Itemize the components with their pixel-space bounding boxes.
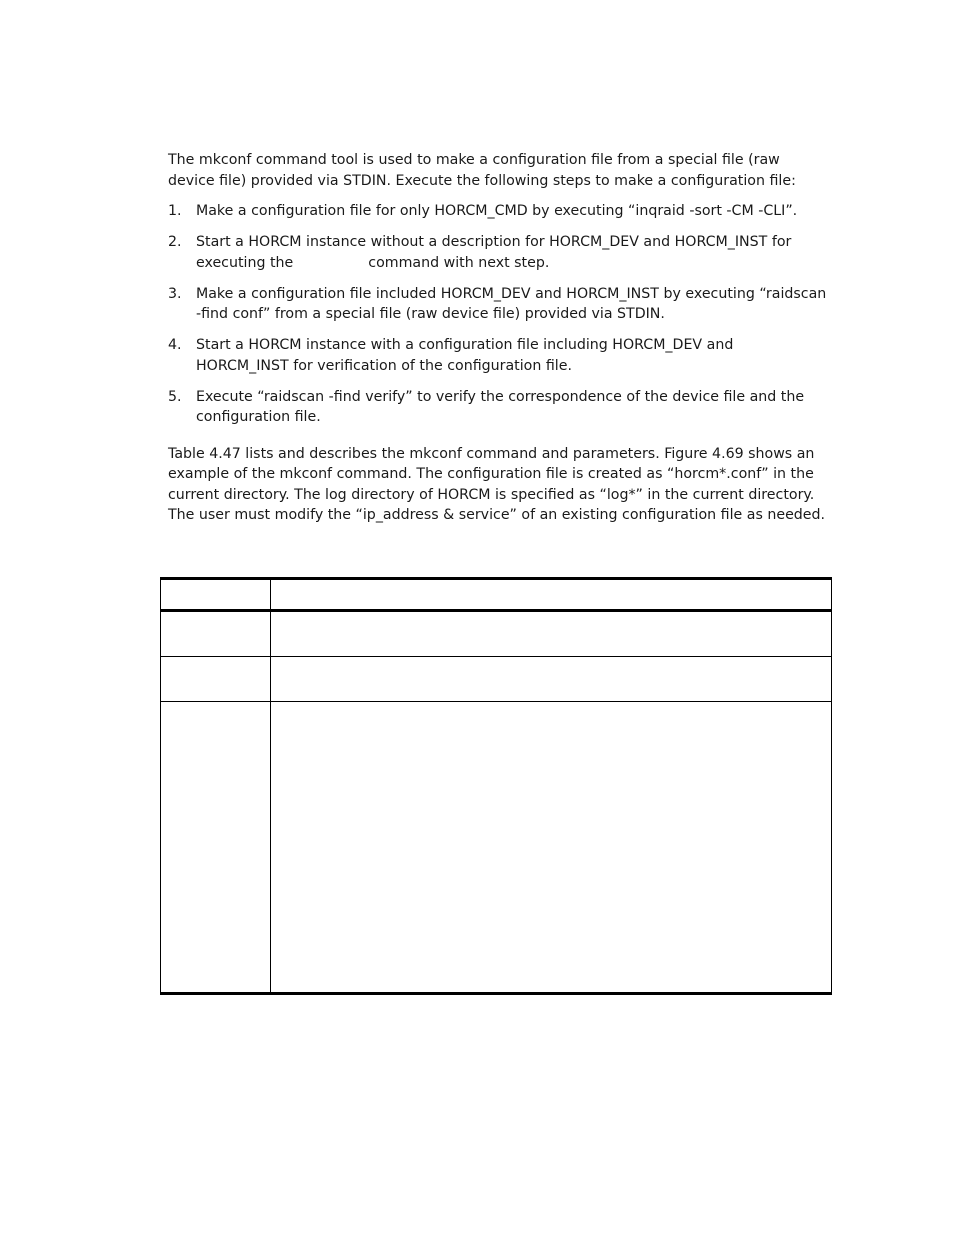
step-text-after: command with next step. — [368, 254, 550, 271]
step-text: Execute “raidscan -find verify” to verify the correspondence of the device file and the configuration file. — [196, 388, 805, 425]
table-cell-right — [271, 611, 832, 657]
table-header-cell-left — [160, 577, 271, 611]
step-4 — [168, 335, 828, 376]
step-2 — [168, 232, 828, 273]
table-header-row — [160, 577, 832, 611]
mkconf-parameters-table — [160, 577, 832, 995]
table-top-rule — [160, 577, 832, 580]
step-number: 2. — [168, 234, 182, 250]
table-header-cell-right — [271, 577, 832, 611]
step-text-before: Start a HORCM instance without a description for HORCM_DEV and HORCM_INST for executing the — [196, 234, 792, 271]
step-number: 4. — [168, 337, 182, 353]
table-row — [160, 702, 832, 993]
step-number: 3. — [168, 285, 182, 302]
table-bottom-rule — [160, 992, 832, 995]
table-cell-left — [160, 657, 271, 702]
table-row — [160, 657, 832, 702]
step-3 — [168, 284, 828, 325]
step-text: Start a HORCM instance with a configuration file including HORCM_DEV and HORCM_INST for verification of the configuration file. — [196, 337, 734, 374]
table-row-divider — [160, 656, 832, 657]
table-cell-left — [160, 702, 271, 993]
step-text: Make a configuration file included HORCM_DEV and HORCM_INST by executing “raidscan -find conf” from a special file (raw device file) provided via STDIN. — [196, 285, 827, 322]
document-body — [168, 150, 828, 526]
table-cell-right — [271, 702, 832, 993]
table-header-rule — [160, 609, 832, 612]
step-text: Make a configuration file for only HORCM_CMD by executing “inqraid -sort -CM -CLI”. — [196, 203, 798, 219]
table-row-divider — [160, 701, 832, 702]
summary-paragraph: Table 4.47 lists and describes the mkconf command and parameters. Figure 4.69 shows an example of the mkconf command. The configuration file is created as “horcm*.conf” in the current directory. The log directory of HORCM is specified as “log*” in the current directory. The user must modify the “ip_address & service” of an existing configuration file as needed. — [168, 445, 826, 523]
step-1 — [168, 201, 828, 222]
table-row — [160, 611, 832, 657]
step-5 — [168, 387, 828, 428]
table-cell-left — [160, 611, 271, 657]
steps-list — [168, 201, 828, 428]
step-number: 1. — [168, 203, 182, 219]
intro-paragraph: The mkconf command tool is used to make a configuration file from a special file (raw device file) provided via STDIN. Execute the following steps to make a configuration file: — [168, 152, 796, 189]
table-cell-right — [271, 657, 832, 702]
step-number: 5. — [168, 388, 182, 405]
